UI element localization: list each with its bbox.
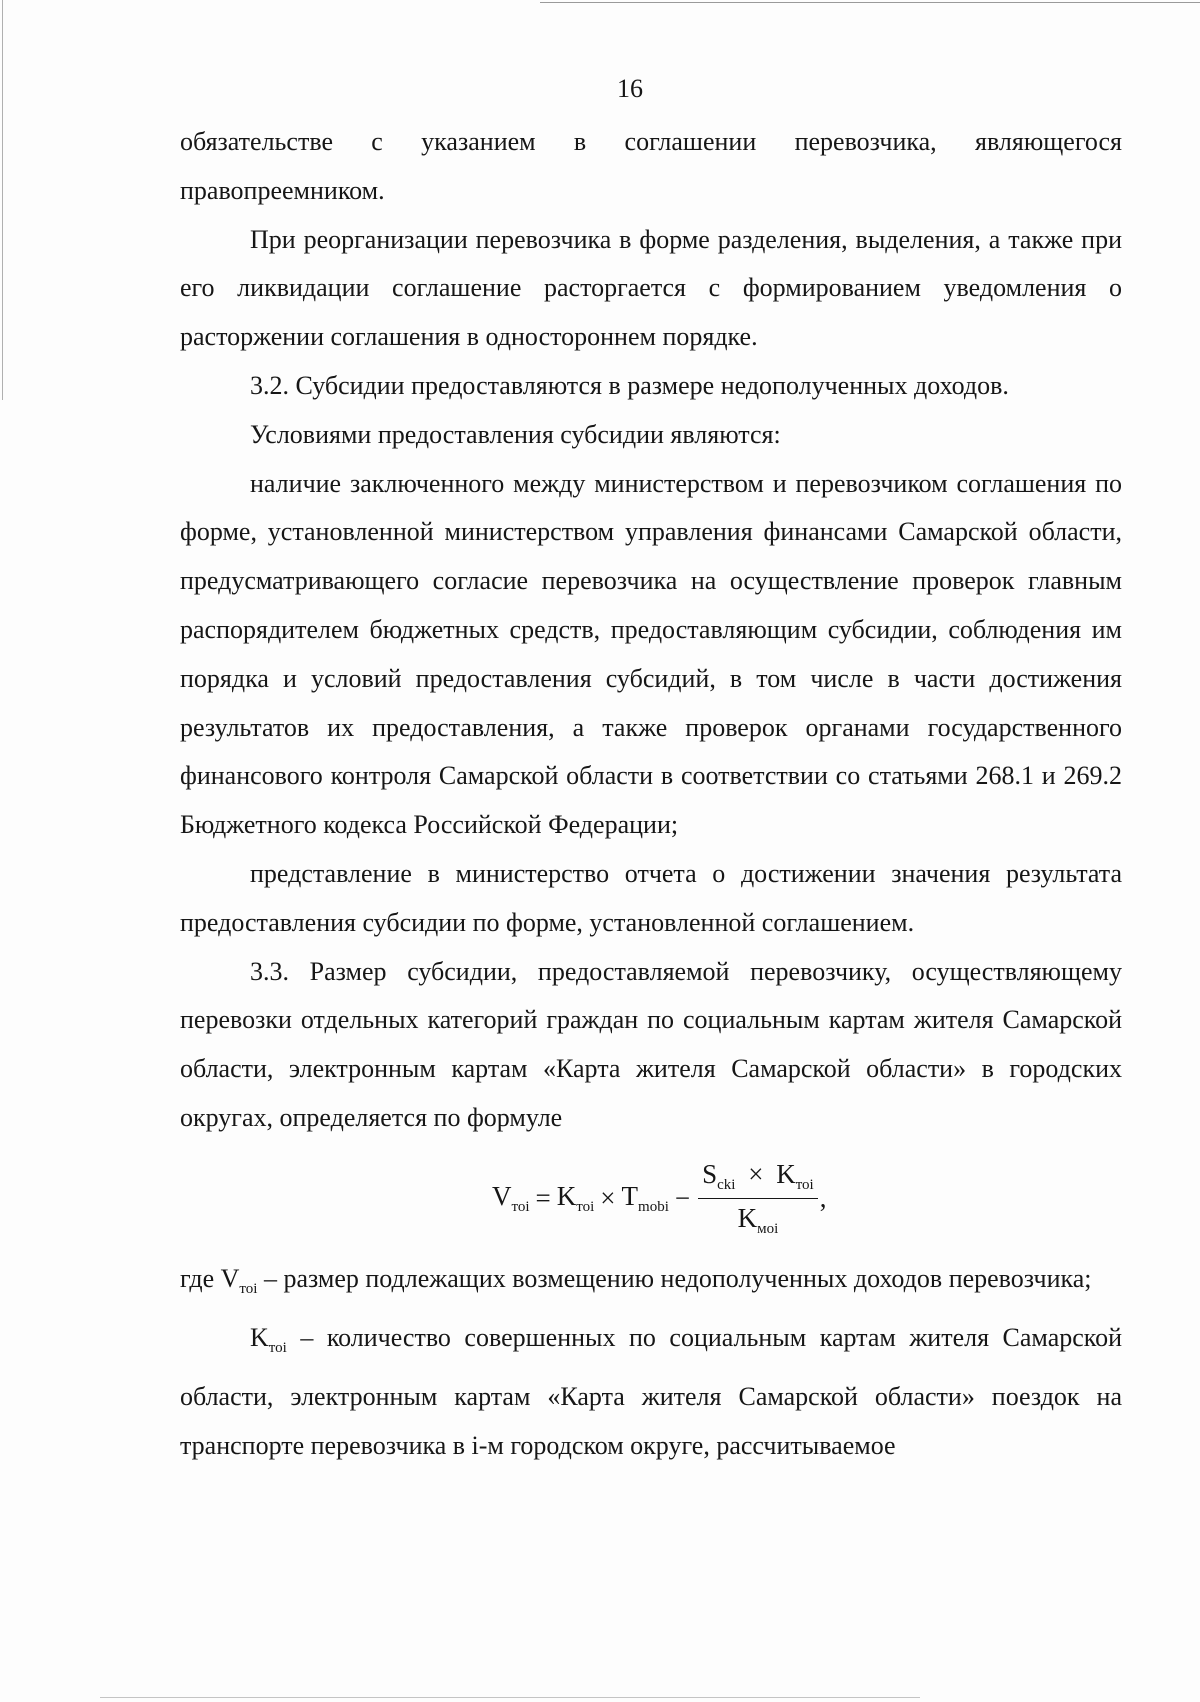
formula-t: $T_{mobi}$ [621,1180,669,1215]
definition-k-symbol: K [250,1322,269,1352]
definition-k-text: – количество совершенных по социальным картам жителя Самарской области, электронным картам «Карта жителя Самарской области» поездок на транспорте перевозчика в i-м городском округе, рассчитываемое [180,1322,1122,1460]
definition-k [180,1314,1122,1471]
formula-minus: − [674,1183,691,1214]
definition-v [180,1255,1122,1314]
paragraph-5: наличие заключенного между министерством и перевозчиком соглашения по форме, установленной министерством управления финансами Самарской области, предусматривающего согласие перевозчика на осуществление проверок главным распорядителем бюджетных средств, предоставляющим субсидии, соблюдения им порядка и условий предоставления субсидий, в том числе в части достижения результатов их предоставления, а также проверок органами государственного финансового контроля Самарской области в соответствии со статьями 268.1 и 269.2 Бюджетного кодекса Российской Федерации; [180,468,1122,840]
definition-v-subscript: тоi [239,1280,258,1297]
scan-edge-left [2,0,3,400]
definition-prefix: где [180,1263,215,1293]
fraction-numerator: $S_{cki} \times K_{тоi}$ [698,1161,818,1199]
scan-edge-top [540,2,1200,3]
definition-v-text: – размер подлежащих возмещению недополученных доходов перевозчика; [257,1263,1092,1293]
scan-edge-bottom [100,1697,920,1698]
page-number: 16 [617,74,643,103]
formula-k1: $K_{тоi}$ [556,1180,595,1215]
formula-v: $V_{тоi}$ [492,1180,530,1215]
paragraph-2: При реорганизации перевозчика в форме разделения, выделения, а также при его ликвидации соглашение расторгается с формированием уведомления о расторжении соглашения в одностороннем порядке. [180,224,1122,352]
paragraph-7: 3.3. Размер субсидии, предоставляемой перевозчику, осуществляющему перевозки отдельных категорий граждан по социальным картам жителя Самарской области, электронным картам «Карта жителя Самарской области» в городских округах, определяется по формуле [180,956,1122,1132]
paragraph-1: обязательстве с указанием в соглашении перевозчика, являющегося правопреемником. [180,127,1122,205]
paragraph-6: представление в министерство отчета о достижении значения результата предоставления субсидии по форме, установленной соглашением. [180,858,1122,937]
formula-equals: = [535,1183,551,1214]
fraction-denominator: $K_{моi}$ [737,1202,779,1237]
definition-v-symbol: V [220,1263,240,1293]
paragraph-3: 3.2. Субсидии предоставляются в размере недополученных доходов. [250,370,1009,400]
subsidy-formula [180,1149,1122,1255]
paragraph-4: Условиями предоставления субсидии являются: [250,419,781,449]
document-body [180,118,1122,1470]
formula-times-1: × [600,1183,616,1214]
formula-comma: , [819,1183,827,1214]
formula-fraction [698,1158,818,1237]
definition-k-subscript: тоi [268,1339,287,1356]
